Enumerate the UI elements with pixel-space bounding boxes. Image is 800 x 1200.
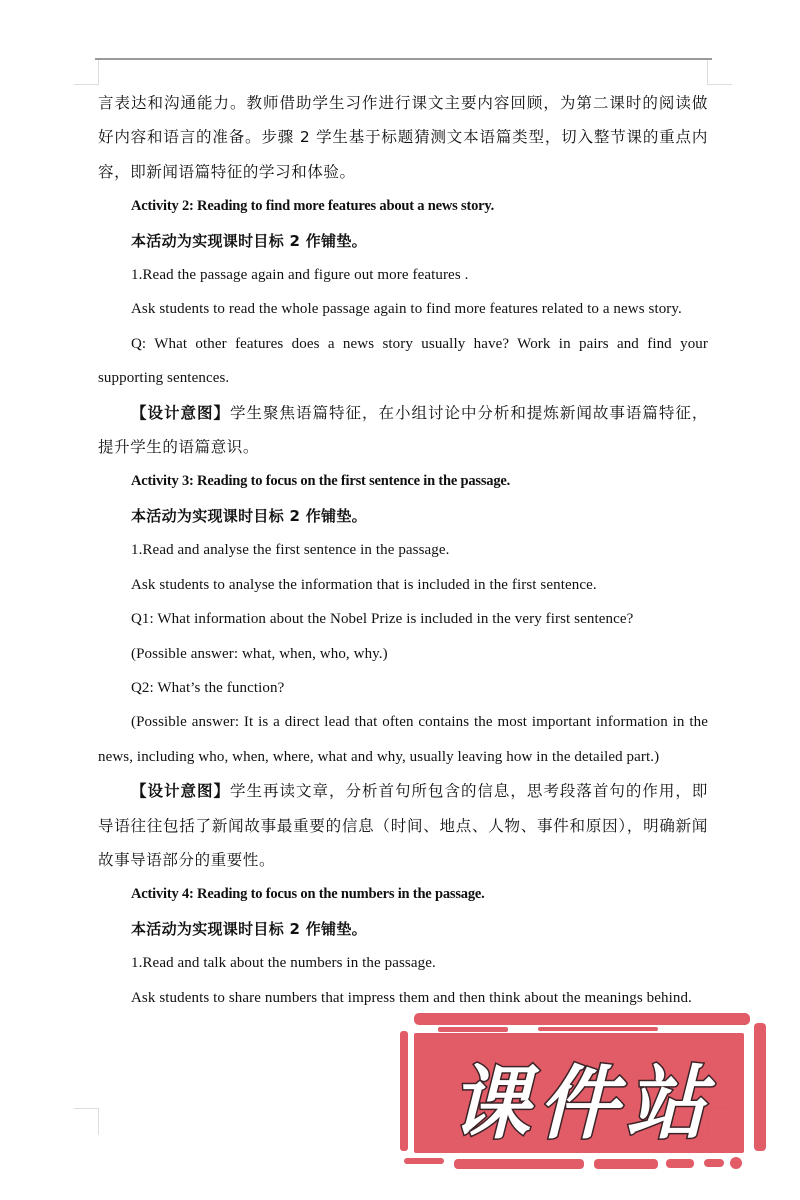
margin-corner-bottom-left — [74, 1108, 99, 1135]
design-intent-text: 学生再读文章，分析首句所包含的信息，思考段落首句的作用，即导语往往包括了新闻故事最重要的信息（时间、地点、人物、事件和原因），明确新闻故事导语部分的重要性。 — [98, 782, 708, 869]
design-intent-tag: 【设计意图】 — [131, 782, 230, 801]
stamp-text: 课件站 — [450, 1057, 714, 1150]
activity-2-instruction: Ask students to read the whole passage again to find more features related to a news story. — [131, 301, 682, 318]
activity-3-answer-1: (Possible answer: what, when, who, why.) — [131, 645, 388, 662]
activity-3-question-1: Q1: What information about the Nobel Prize is included in the very first sentence? — [131, 611, 634, 628]
activity-3-answer-2: (Possible answer: It is a direct lead that often contains the most important information in the news, including who, when, where, what and why, usually leaving how in the detailed part.) — [98, 714, 708, 765]
design-intent-text: 学生聚焦语篇特征，在小组讨论中分析和提炼新闻故事语篇特征，提升学生的语篇意识。 — [98, 403, 708, 457]
margin-corner-top-right — [707, 60, 732, 85]
activity-2-heading: Activity 2: Reading to find more features about a news story. — [131, 198, 495, 215]
activity-3-heading: Activity 3: Reading to focus on the first sentence in the passage. — [131, 473, 511, 490]
design-intent-tag: 【设计意图】 — [131, 403, 230, 422]
activity-2-question: Q: What other features does a news story usually have? Work in pairs and find your supporting sentences. — [98, 335, 708, 387]
paragraph-intro: 言表达和沟通能力。教师借助学生习作进行课文主要内容回顾，为第二课时的阅读做好内容和语言的准备。步骤 2 学生基于标题猜测文本语篇类型，切入整节课的重点内容，即新闻语篇特征的学习和体验。 — [98, 94, 708, 181]
activity-4-step-1: 1.Read and talk about the numbers in the passage. — [131, 955, 436, 972]
activity-3-question-2: Q2: What’s the function? — [131, 679, 285, 696]
activity-2-goal: 本活动为实现课时目标 2 作铺垫。 — [131, 231, 367, 250]
stamp-graphic — [398, 1013, 770, 1173]
margin-corner-top-left — [74, 60, 99, 85]
activity-4-goal: 本活动为实现课时目标 2 作铺垫。 — [131, 919, 367, 938]
activity-4-instruction: Ask students to share numbers that impress them and then think about the meanings behind. — [131, 989, 692, 1006]
activity-3-instruction: Ask students to analyse the information that is included in the first sentence. — [131, 576, 597, 593]
activity-2-step-1: 1.Read the passage again and figure out more features . — [131, 267, 469, 284]
watermark-stamp — [398, 1013, 770, 1173]
activity-2-design-intent — [98, 396, 708, 465]
activity-3-goal: 本活动为实现课时目标 2 作铺垫。 — [131, 506, 367, 525]
header-rule — [95, 58, 712, 60]
activity-3-step-1: 1.Read and analyse the first sentence in the passage. — [131, 542, 450, 559]
document-body — [98, 86, 708, 1015]
activity-4-heading: Activity 4: Reading to focus on the numbers in the passage. — [131, 886, 485, 903]
activity-3-design-intent — [98, 774, 708, 877]
